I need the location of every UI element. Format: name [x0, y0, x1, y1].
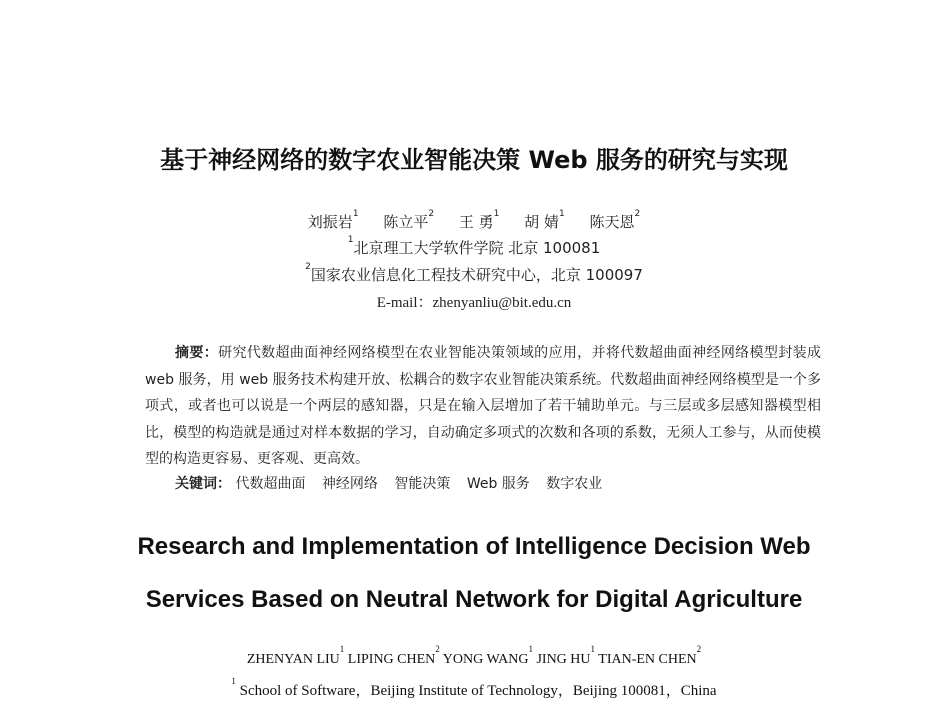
author-name: 陈天恩$^2$: [589, 209, 641, 231]
keyword: 代数超曲面: [235, 476, 306, 492]
keyword: Web 服务: [466, 476, 530, 492]
author-list-chinese: [0, 211, 948, 232]
abstract-label: 摘要：: [175, 345, 219, 361]
author-name: YONG WANG$^1$: [442, 644, 533, 667]
keyword: 神经网络: [321, 476, 378, 492]
keyword: 智能决策: [394, 476, 451, 492]
abstract-text: 研究代数超曲面神经网络模型在农业智能决策领域的应用，并将代数超曲面神经网络模型封装成 web 服务，用 web 服务技术构建开放、松耦合的数字农业智能决策系统。代数超曲面神经网络模型是一个多项式，或者也可以说是一个两层的感知器，只是在输入层增加了若干辅助单元。与三层或多层感知器模型相比，模型的构造就是通过对样本数据的学习，自动确定多项式的次数和各项的系数，无须人工参与，从而使模型的构造更容易、更客观、更高效。: [145, 345, 822, 467]
paper-title-english-line-2: Services Based on Neutral Network for Digital Agriculture: [145, 586, 803, 613]
paper-title-chinese: 基于神经网络的数字农业智能决策 Web 服务的研究与实现: [160, 146, 788, 174]
author-name: TIAN-EN CHEN$^2$: [598, 644, 702, 667]
contact-email: E-mail：zhenyanliu@bit.edu.cn: [376, 295, 572, 311]
keywords-label: 关键词：: [175, 476, 231, 492]
author-name: 陈立平$^2$: [383, 209, 435, 231]
paper-title-english-line-1: Research and Implementation of Intelligence Decision Web: [137, 533, 811, 560]
abstract-chinese: [145, 340, 821, 473]
author-name: 王 勇$^1$: [458, 209, 500, 231]
affiliation-chinese-2: $^2$国家农业信息化工程技术研究中心，北京 100097: [305, 262, 643, 284]
author-name: 胡 婧$^1$: [524, 209, 565, 231]
author-list-english: [0, 644, 948, 668]
keywords-chinese: [175, 473, 614, 493]
author-name: JING $HU^1$: [536, 644, 596, 667]
keyword: 数字农业: [546, 476, 603, 492]
author-name: LIPING CHEN$^2$: [347, 644, 440, 667]
affiliation-chinese-1: $^1$北京理工大学软件学院 北京 100081: [347, 235, 601, 257]
affiliation-english-1: $^1$ School of Software，Beijing Institute of Technology，Beijing 100081，China: [231, 676, 717, 699]
author-name: 刘振岩$^1$: [307, 209, 359, 231]
author-name: ZHENYAN LIU$^1$: [246, 644, 345, 667]
